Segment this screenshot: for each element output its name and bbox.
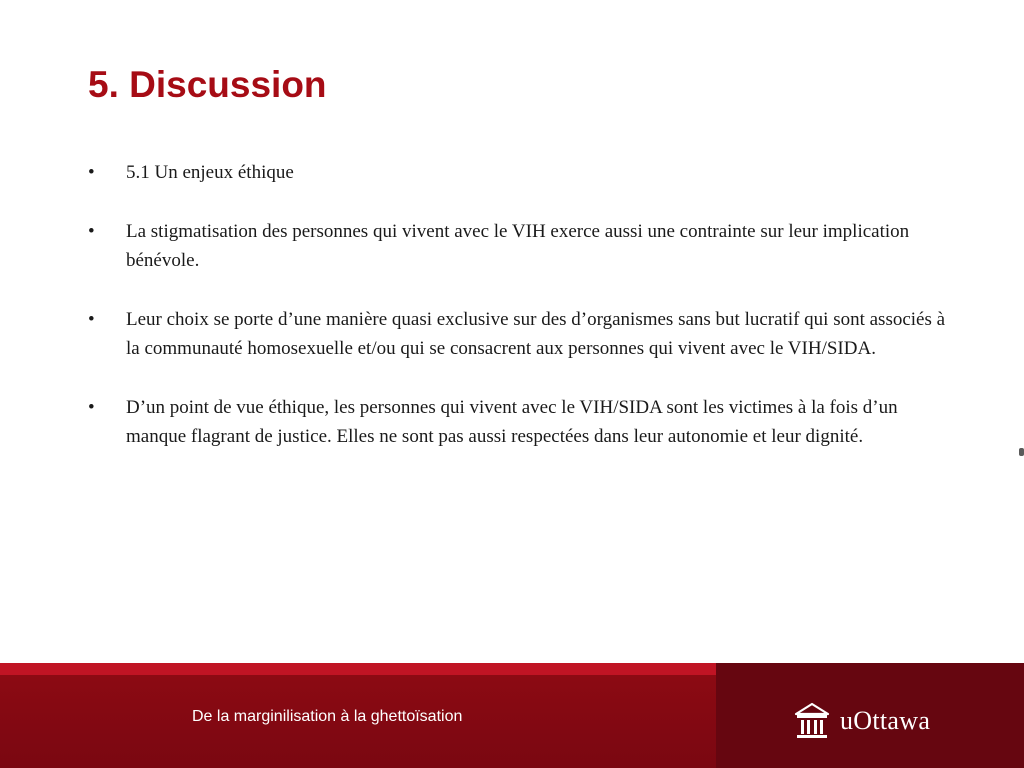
bullet-text: 5.1 Un enjeux éthique bbox=[126, 162, 294, 183]
footer-accent-band bbox=[0, 663, 716, 675]
bullet-item bbox=[88, 305, 948, 363]
bullet-text: La stigmatisation des personnes qui vivent avec le VIH exerce aussi une contrainte sur leur implication bénévole. bbox=[126, 221, 910, 271]
footer-caption: De la marginilisation à la ghettoïsation bbox=[192, 708, 463, 725]
bullet-item bbox=[88, 393, 948, 451]
bullet-list bbox=[88, 158, 948, 481]
bullet-item bbox=[88, 158, 948, 187]
bullet-icon: • bbox=[88, 162, 95, 183]
footer-bar bbox=[0, 663, 1024, 768]
edge-marker bbox=[1019, 448, 1024, 456]
university-building-icon bbox=[794, 701, 830, 741]
slide-title: 5. Discussion bbox=[88, 64, 327, 105]
bullet-icon: • bbox=[88, 397, 95, 418]
bullet-icon: • bbox=[88, 309, 95, 330]
logo-text: uOttawa bbox=[840, 706, 931, 735]
bullet-item bbox=[88, 217, 948, 275]
bullet-icon: • bbox=[88, 221, 95, 242]
logo-panel bbox=[716, 663, 1024, 768]
uottawa-logo bbox=[794, 701, 930, 741]
bullet-text: D’un point de vue éthique, les personnes qui vivent avec le VIH/SIDA sont les victimes à la fois d’un manque flagrant de justice. Elles ne sont pas aussi respectées dans leur autonomie et leur dignité. bbox=[126, 397, 898, 447]
bullet-text: Leur choix se porte d’une manière quasi exclusive sur des d’organismes sans but lucratif qui sont associés à la communauté homosexuelle et/ou qui se consacrent aux personnes qui vivent avec le VIH/SIDA. bbox=[126, 309, 946, 359]
